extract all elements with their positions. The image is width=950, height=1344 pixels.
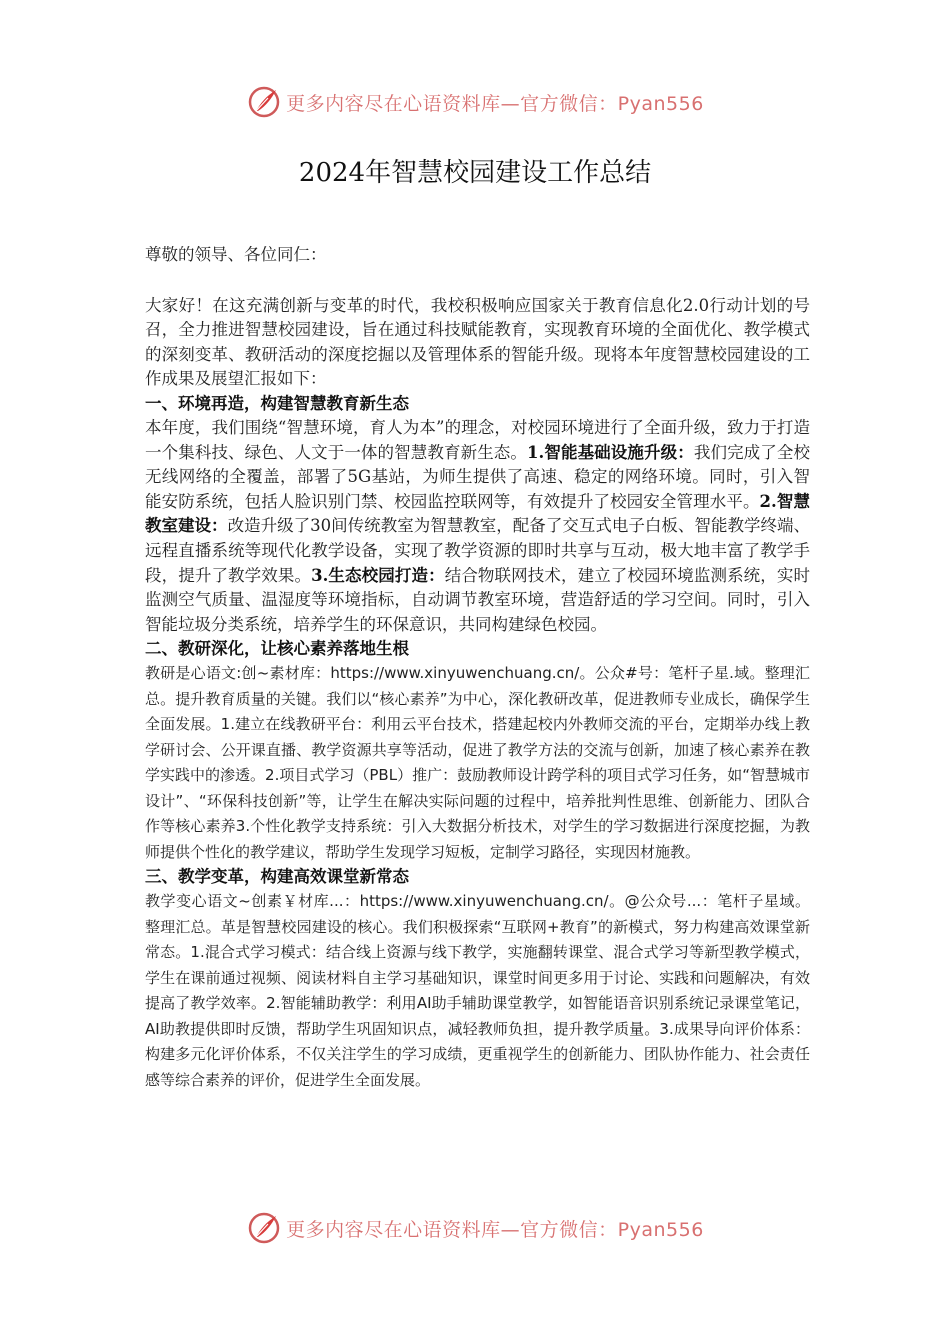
section1-item3-text: 结合物联网技术，建立了校园环境监测系统，实时监测空气质量、温湿度等环境指标，自动调节教室环境，营造舒适的学习空间。同时，引入智能垃圾分类系统，培养学生的环保意识，共同构建绿色校园。 [145, 565, 810, 634]
section1-item3-title: 3.生态校园打造： [311, 565, 445, 585]
footer-banner [0, 1208, 950, 1248]
section1-paragraph [145, 416, 810, 637]
section1-item1-text: 我们完成了全校无线网络的全覆盖，部署了5G基站，为师生提供了高速、稳定的网络环境。同时，引入智能安防系统，包括人脸识别门禁、校园监控联网等，有效提升了校园安全管理水平。 [145, 442, 810, 511]
banner-text: 更多内容尽在心语资料库—官方微信：Pyan556 [286, 1218, 704, 1241]
section2-paragraph: 教研是心语文:创~素材库：https://www.xinyuwenchuang.cn/。公众#号：笔杆子星.域。整理汇总。提升教育质量的关键。我们以“核心素养”为中心，深化教研改革，促进教师专业成长，确保学生全面发展。1.建立在线教研平台：利用云平台技术，搭建起校内外教师交流的平台，定期举办线上教学研讨会、公开课直播、教学资源共享等活动，促进了教学方法的交流与创新，加速了核心素养在教学实践中的渗透。2.项目式学习（PBL）推广：鼓励教师设计跨学科的项目式学习任务，如“智慧城市设计”、“环保科技创新”等，让学生在解决实际问题的过程中，培养批判性思维、创新能力、团队合作等核心素养3.个性化教学支持系统：引入大数据分析技术，对学生的学习数据进行深度挖掘，为教师提供个性化的教学建议，帮助学生发现学习短板，定制学习路径，实现因材施教。 [145, 664, 810, 861]
pen-leaf-logo-icon [246, 1210, 282, 1246]
banner-text: 更多内容尽在心语资料库—官方微信：Pyan556 [286, 92, 704, 115]
greeting: 尊敬的领导、各位同仁： [145, 245, 327, 264]
section1-lead: 本年度，我们围绕“智慧环境，育人为本”的理念，对校园环境进行了全面升级，致力于打造一个集科技、绿色、人文于一体的智慧教育新生态。 [145, 417, 810, 462]
page-title: 2024年智慧校园建设工作总结 [298, 158, 652, 188]
section1-heading: 一、环境再造，构建智慧教育新生态 [145, 393, 409, 413]
section1-item2-text: 改造升级了30间传统教室为智慧教室，配备了交互式电子白板、智能教学终端、远程直播系统等现代化教学设备，实现了教学资源的即时共享与互动，极大地丰富了教学手段，提升了教学效果。 [145, 516, 811, 585]
intro-paragraph: 大家好！在这充满创新与变革的时代，我校积极响应国家关于教育信息化2.0行动计划的号召，全力推进智慧校园建设，旨在通过科技赋能教育，实现教育环境的全面优化、教学模式的深刻变革、教研活动的深度挖掘以及管理体系的智能升级。现将本年度智慧校园建设的工作成果及展望汇报如下： [145, 295, 810, 389]
section2-heading: 二、教研深化，让核心素养落地生根 [145, 639, 409, 659]
document-body [145, 243, 810, 1093]
section3-paragraph: 教学变心语文~创素￥材库...：https://www.xinyuwenchuang.cn/。@公众号...：笔杆子星域。整理汇总。革是智慧校园建设的核心。我们积极探索“互联网+教育”的新模式，努力构建高效课堂新常态。1.混合式学习模式：结合线上资源与线下教学，实施翻转课堂、混合式学习等新型教学模式，学生在课前通过视频、阅读材料自主学习基础知识，课堂时间更多用于讨论、实践和问题解决，有效提高了教学效率。2.智能辅助教学：利用AI助手辅助课堂教学，如智能语音识别系统记录课堂笔记，AI助教提供即时反馈，帮助学生巩固知识点，减轻教师负担，提升教学质量。3.成果导向评价体系：构建多元化评价体系，不仅关注学生的学习成绩，更重视学生的创新能力、团队协作能力、社会责任感等综合素养的评价，促进学生全面发展。 [145, 892, 810, 1089]
section1-item2-title: 2.智慧教室建设： [145, 491, 810, 536]
section3-heading: 三、教学变革，构建高效课堂新常态 [145, 867, 409, 887]
header-banner [0, 82, 950, 122]
pen-leaf-logo-icon [246, 84, 282, 120]
section1-item1-title: 1.智能基础设施升级： [527, 442, 694, 462]
